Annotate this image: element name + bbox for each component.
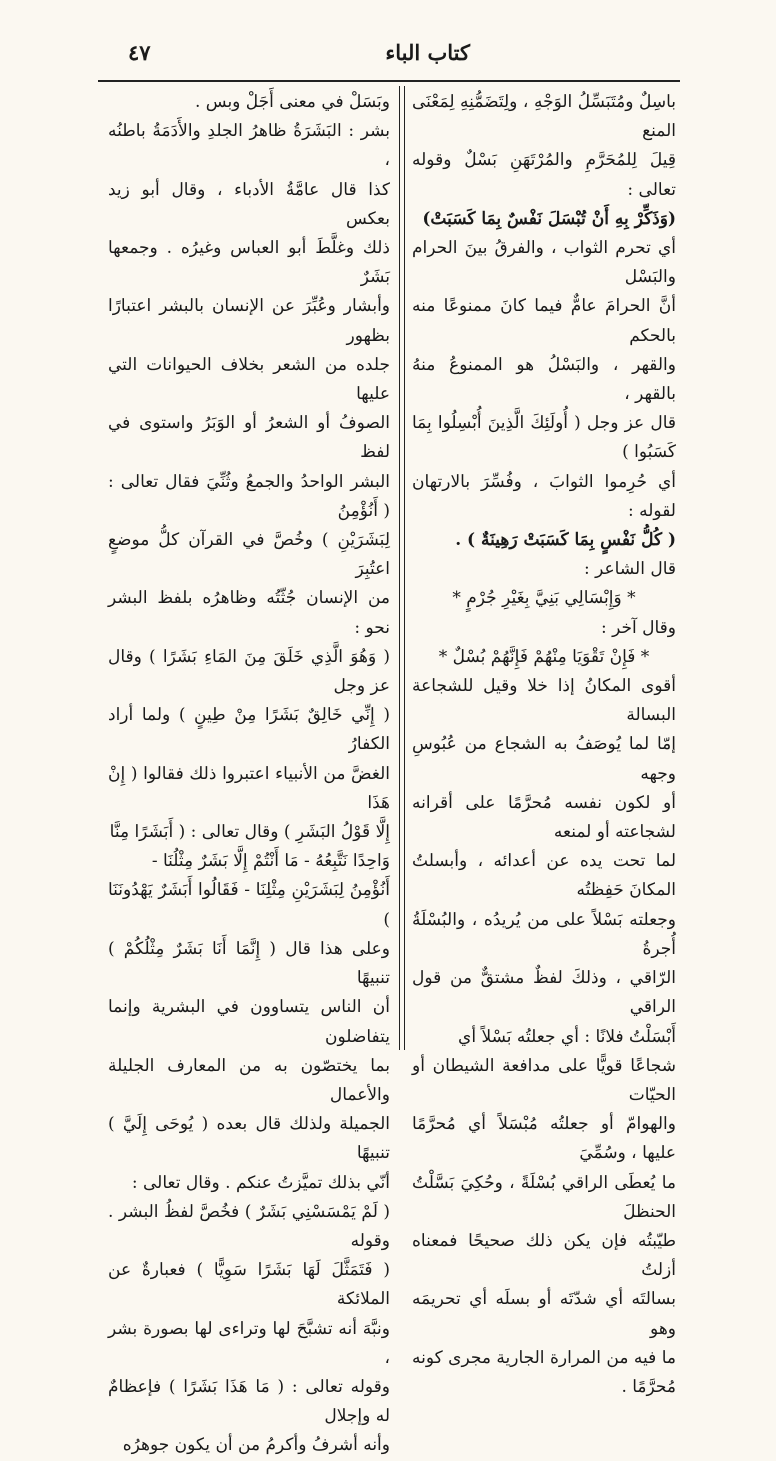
text-line: ما يُعطَى الراقي بُسْلَةً ، وحُكِيَ بَسَّلْتُ الحنظلَ	[412, 1172, 676, 1222]
text-line: إمّا لما يُوصَفُ به الشجاع من عُبُوسِ وجهه	[412, 734, 676, 784]
right-column	[412, 88, 676, 1397]
text-line: ونبَّهَ أنه تشبَّحَ لها وتراءى لها بصورة بشر ،	[108, 1318, 390, 1368]
text-line: باسِلٌ ومُتَبَسِّلُ الوَجْهِ ، ولِتَضَمُّنِهِ لِمَعْنَى المنع	[412, 92, 676, 142]
text-line: بشر : البَشَرَةُ ظاهرُ الجلدِ والأَدَمَةُ باطنُه ،	[108, 121, 390, 171]
text-line: قال عز وجل ( أُولَئِكَ الَّذِينَ أُبْسِلُوا بِمَا كَسَبُوا )	[412, 413, 676, 463]
text-line: قِيلَ لِلمُحَرَّمِ والمُرْتَهَنِ بَسْلٌ وقوله تعالى :	[412, 150, 676, 200]
text-line: جلده من الشعر بخلاف الحيوانات التي عليها	[108, 354, 390, 405]
text-line: ما فيه من المرارة الجارية مجرى كونه مُحرَّمًا .	[412, 1347, 676, 1397]
page-number: ٤٧	[128, 40, 151, 65]
column-divider	[399, 86, 405, 1050]
text-line: شجاعًا قويًّا على مدافعة الشيطان أو الحيّات	[412, 1055, 676, 1105]
text-line: الرّاقي ، وذلكَ لفظٌ مشتقٌّ من قول الراقي	[412, 968, 676, 1018]
page-header	[98, 36, 680, 78]
text-line: قال الشاعر :	[584, 559, 676, 580]
text-line: طيّبتُه فإن يكن ذلك صحيحًا فمعناه أزلتُ	[412, 1230, 676, 1281]
text-line: الغضَّ من الأنبياء اعتبروا ذلك فقالوا ( إِنْ هَذَا	[108, 763, 390, 813]
header-rule	[98, 80, 680, 82]
text-line: ( لَمْ يَمْسَسْنِي بَشَرٌ ) فخُصَّ لفظُ البشر . وقوله	[108, 1201, 390, 1251]
text-line: أي تحرم الثواب ، والفرقُ بينَ الحرام والبَسْل	[412, 238, 676, 288]
text-line: والهوامّ أو جعلتُه مُبْسَلاً أي مُحرَّمًا عليها ، وسُمِّيَ	[412, 1114, 676, 1164]
text-line: أن الناس يتساوون في البشرية وإنما يتفاضلون	[108, 997, 390, 1047]
text-line: وَاحِدًا نَتَّبِعُهُ - مَا أَنْتُمْ إِلَّا بَشَرٌ مِثْلُنَا -	[151, 851, 390, 872]
text-line: أنَّ الحرامَ عامٌّ فيما كانَ ممنوعًا منه بالحكم	[412, 296, 676, 346]
text-line: أو لكون نفسه مُحرَّمًا على أقرانه لشجاعته أو لمنعه	[412, 792, 676, 843]
text-line: الجميلة ولذلك قال بعده ( يُوحَى إِلَيَّ ) تنبيهًا	[108, 1114, 390, 1164]
left-column	[108, 88, 390, 1456]
text-line: أقوى المكانُ إذا خلا وقيل للشجاعة البسالة	[412, 676, 676, 726]
text-line: وقوله تعالى : ( مَا هَذَا بَشَرًا ) فإعظامٌ له وإجلال	[108, 1376, 390, 1427]
text-line: لِبَشَرَيْنِ ) وخُصَّ في القرآن كلُّ موضعٍ اعتُبِرَ	[108, 530, 390, 580]
text-line: الصوفُ أو الشعرُ أو الوَبَرُ واستوى في لفظ	[108, 413, 390, 463]
text-line: ( وَهُوَ الَّذِي خَلَقَ مِنَ المَاءِ بَشَرًا ) وقال عز وجل	[108, 646, 390, 697]
text-line: وجعلته بَسْلاً على من يُريدُه ، والبُسْلَةُ أُجرةُ	[412, 909, 676, 959]
text-line: ( كُلُّ نَفْسٍ بِمَا كَسَبَتْ رَهِينَةٌ ) .	[455, 530, 676, 551]
text-line: أنّي بذلك تميَّزتُ عنكم . وقال تعالى :	[131, 1172, 390, 1193]
text-line: أَنُؤْمِنُ لِبَشَرَيْنِ مِثْلِنَا - فَقَالُوا أَبَشَرٌ يَهْدُونَنَا )	[108, 880, 390, 930]
text-line: ذلك وغلَّطَ أبو العباس وغيرُه . وجمعها بَشَرٌ	[108, 238, 390, 288]
text-line: لما تحت يده عن أعدائه ، وأبسلتُ المكانَ حَفِظتُه	[412, 851, 676, 901]
text-line: وأنه أشرفُ وأكرمُ من أن يكون جوهرُه	[122, 1435, 390, 1456]
text-line: أَبْسَلْتُ فلانًا : أي جعلتُه بَسْلاً أي	[458, 1026, 676, 1047]
text-line: وقال آخر :	[600, 617, 676, 638]
page-title: كتاب الباء	[385, 40, 470, 65]
text-line: ( إِنِّي خَالِقٌ بَشَرًا مِنْ طِينٍ ) ولما أراد الكفارُ	[108, 705, 390, 755]
text-line: أي حُرِموا الثوابَ ، وفُسِّرَ بالارتهان لقوله :	[412, 471, 676, 521]
verse-line: * وَإِبْسَالِي بَنِيَّ بِغَيْرِ جُرْمٍ *	[452, 588, 636, 609]
text-line: البشر الواحدُ والجمعُ وثُنِّيَ فقال تعالى : ( أَنُؤْمِنُ	[108, 471, 390, 521]
text-line: (وَذَكِّرْ بِهِ أَنْ تُبْسَلَ نَفْسٌ بِمَا كَسَبَتْ)	[422, 208, 676, 229]
text-line: من الإنسان جُثّتُه وظاهرُه بلفظ البشر نحو :	[108, 588, 390, 638]
verse-line: * فَإِنْ تَقْوَيَا مِنْهُمْ فَإِنَّهُمْ بُسْلٌ *	[438, 646, 650, 667]
text-line: والقهر ، والبَسْلُ هو الممنوعُ منهُ بالقهر ،	[412, 354, 676, 405]
text-line: كذا قال عامَّةُ الأدباء ، وقال أبو زيد بعكس	[108, 179, 390, 229]
text-line: إِلَّا قَوْلُ البَشَرِ ) وقال تعالى : ( أَبَشَرًا مِنَّا	[109, 822, 390, 843]
text-line: ( فَتَمَثَّلَ لَهَا بَشَرًا سَوِيًّا ) فعبارةٌ عن الملائكة	[108, 1260, 390, 1310]
text-line: بما يختصّون به من المعارف الجليلة والأعمال	[108, 1055, 390, 1105]
text-line: وأبشار وعُبِّرَ عن الإنسان بالبشر اعتبارًا بظهور	[108, 296, 390, 346]
text-line: بسالتَه أي شدّتَه أو بسلَه أي تحريمَه وهو	[412, 1289, 676, 1339]
text-line: وعلى هذا قال ( إِنَّمَا أَنَا بَشَرٌ مِثْلُكُمْ ) تنبيهًا	[108, 938, 390, 989]
text-line: وبَسَلْ في معنى أَجَلْ وبس .	[194, 92, 390, 112]
